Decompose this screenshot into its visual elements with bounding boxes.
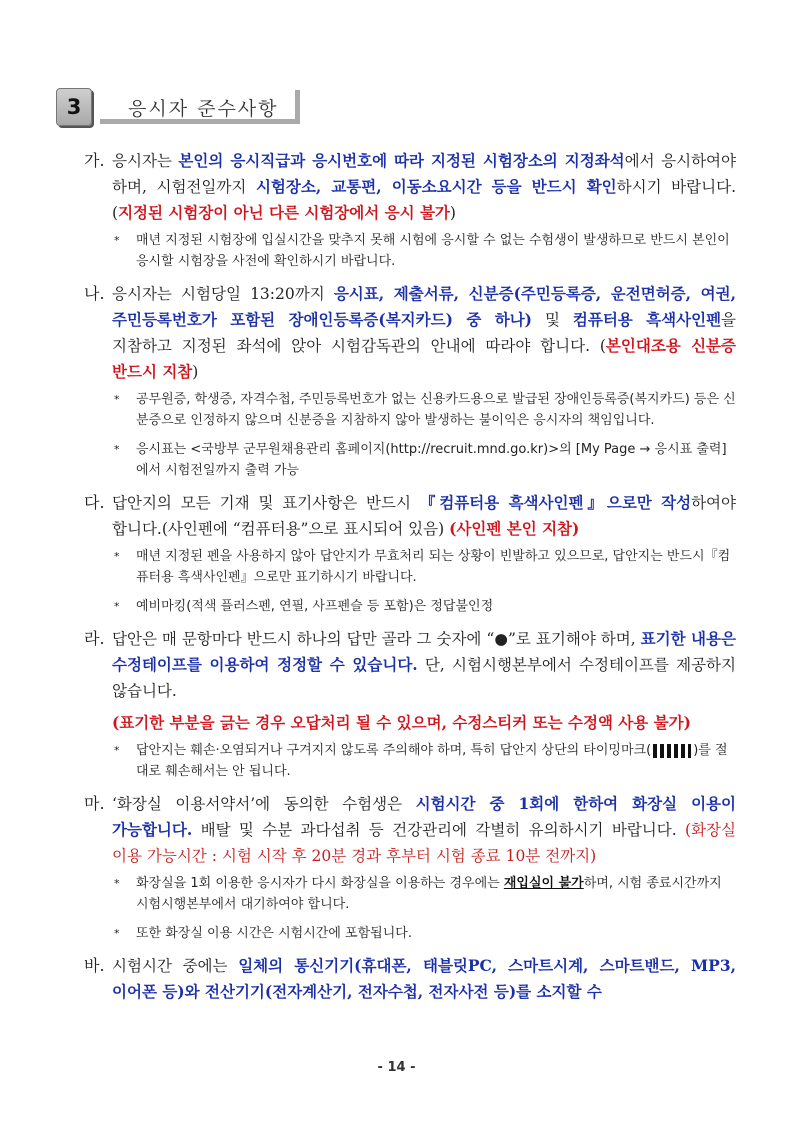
body-text: 공무원증, 학생증, 자격수첩, 주민등록번호가 없는 신용카드용으로 발급된 장애인등록증(복지카드) 등은 신분증으로 인정하지 않으며 신분증을 지참하지 않아 발생하는 불이익은 응시자의 책임입니다. [136, 392, 736, 428]
rule-item [84, 791, 736, 944]
rule-text [112, 281, 736, 385]
rules-list [84, 148, 736, 1014]
note-text [136, 923, 736, 944]
rule-text [112, 626, 736, 704]
note-text [136, 546, 736, 588]
note-text [136, 740, 736, 782]
body-text: 또한 화장실 이용 시간은 시험시간에 포함됩니다. [136, 926, 412, 941]
rule-marker: 라. [84, 629, 105, 648]
rule-item [84, 626, 736, 782]
body-text: )를 절대로 훼손해서는 안 됩니다. [136, 743, 728, 779]
body-text: 을 지참하고 지정된 좌석에 앉아 시험감독관의 안내에 따라야 합니다. ( [112, 311, 737, 355]
note-marker: * [114, 744, 120, 757]
warning-text: (표기한 부분을 긁는 경우 오답처리 될 수 있으며, 수정스티커 또는 수정액 사용 불가) [112, 713, 691, 732]
emphasis-text: 컴퓨터용 흑색사인펜 [572, 310, 722, 329]
rule-item [84, 148, 736, 272]
note-item [114, 389, 736, 431]
emphasis-text: 본인대조용 신분증 반드시 지참 [112, 336, 736, 381]
note-marker: * [114, 234, 120, 247]
note-item [114, 546, 736, 588]
rule-item [84, 281, 736, 481]
emphasis-text: 지정된 시험장이 아닌 다른 시험장에서 응시 불가 [118, 203, 450, 222]
rule-item [84, 953, 736, 1005]
note-list [114, 230, 736, 272]
section-title: 응시자 준수사항 [128, 98, 279, 120]
body-text: 응시표는 <국방부 군무원채용관리 홈페이지(http://recruit.mnd.go.kr)>의 [My Page → 응시표 출력]에서 시험전일까지 출력 가능 [136, 442, 727, 478]
emphasis-text: 시험시간 중 1회에 한하여 화장실 이용이 가능합니다. [112, 794, 736, 839]
body-text: ‘화장실 이용서약서’에 동의한 수험생은 [112, 795, 416, 813]
rule-marker: 바. [84, 956, 105, 975]
section-number: 3 [56, 88, 92, 126]
body-text: 하여야 합니다.(사인펜에 “컴퓨터용”으로 표시되어 있음) [112, 494, 736, 538]
note-list [114, 389, 736, 481]
note-item [114, 596, 736, 617]
rule-item [84, 490, 736, 617]
body-text: ) [192, 363, 199, 381]
note-item [114, 923, 736, 944]
body-text: 매년 지정된 펜을 사용하지 않아 답안지가 무효처리 되는 상황이 빈발하고 있으므로, 답안지는 반드시『컴퓨터용 흑색사인펜』으로만 표기하시기 바랍니다. [136, 549, 731, 585]
rule-text [112, 148, 736, 226]
rule-marker: 나. [84, 284, 105, 303]
note-text [136, 439, 736, 481]
body-text: 하시기 바랍니다. ( [112, 178, 736, 222]
rule-marker: 가. [84, 151, 105, 170]
timing-mark-icon [653, 744, 691, 758]
body-text: 응시자는 [112, 152, 179, 170]
rule-text [112, 953, 736, 1005]
section-header [56, 86, 306, 130]
note-text [136, 873, 736, 915]
body-text: 답안은 매 문항마다 반드시 하나의 답만 골라 그 숫자에 “●”로 표기해야 하며, [112, 630, 641, 648]
emphasis-text: 응시표, 제출서류, 신분증(주민등록증, 운전면허증, 여권, 주민등록번호가 포함된 장애인등록증(복지카드) 중 하나) [112, 284, 736, 329]
note-list [114, 873, 736, 944]
note-marker: * [114, 443, 120, 456]
emphasis-text: 재입실이 불가 [503, 876, 584, 891]
note-item [114, 740, 736, 782]
body-text: 답안지는 훼손·오염되거나 구겨지지 않도록 주의해야 하며, 특히 답안지 상단의 타이밍마크( [136, 743, 652, 758]
rule-text [112, 490, 736, 542]
body-text: 단, 시험시행본부에서 수정테이프를 제공하지 않습니다. [112, 656, 736, 700]
body-text: 에서 응시하여야 하며, 시험전일까지 [112, 152, 736, 196]
note-marker: * [114, 600, 120, 613]
note-item [114, 873, 736, 915]
body-text: 화장실을 1회 이용한 응시자가 다시 화장실을 이용하는 경우에는 [136, 876, 504, 891]
page-number: - 14 - [377, 1060, 416, 1075]
emphasis-text: 『컴퓨터용 흑색사인펜』으로만 작성 [419, 493, 692, 512]
note-marker: * [114, 550, 120, 563]
note-marker: * [114, 393, 120, 406]
body-text: 예비마킹(적색 플러스펜, 연필, 사프펜슬 등 포함)은 정답불인정 [136, 599, 494, 614]
body-text: 하며, 시험 종료시간까지 시험시행본부에서 대기하여야 합니다. [136, 876, 722, 912]
rule-text [112, 791, 736, 869]
emphasis-text: 일체의 통신기기(휴대폰, 태블릿PC, 스마트시계, 스마트밴드, MP3, 이어폰 등)와 전산기기(전자계산기, 전자수첩, 전자사전 등)를 소지할 수 [112, 956, 737, 1001]
section-title-box [100, 90, 300, 124]
note-list [114, 546, 736, 617]
emphasis-text: 본인의 응시직급과 응시번호에 따라 지정된 시험장소의 지정좌석 [178, 151, 625, 170]
rule-marker: 다. [84, 493, 105, 512]
note-text [136, 596, 736, 617]
emphasis-text: (사인펜 본인 지참) [449, 519, 580, 538]
body-text: 배탈 및 수분 과다섭취 등 건강관리에 각별히 유의하시기 바랍니다. [192, 821, 686, 839]
note-list [114, 740, 736, 782]
body-text: 매년 지정된 시험장에 입실시간을 맞추지 못해 시험에 응시할 수 없는 수험생이 발생하므로 반드시 본인이 응시할 시험장을 사전에 확인하시기 바랍니다. [136, 233, 730, 269]
body-text: ) [449, 204, 456, 222]
rule-marker: 마. [84, 794, 105, 813]
emphasis-text: (화장실 이용 가능시간 : 시험 시작 후 20분 경과 후부터 시험 종료 10분 전까지) [112, 821, 736, 865]
note-text [136, 230, 736, 272]
note-marker: * [114, 877, 120, 890]
note-marker: * [114, 927, 120, 940]
body-text: 답안지의 모든 기재 및 표기사항은 반드시 [112, 494, 420, 512]
body-text: 응시자는 시험당일 13:20까지 [112, 285, 334, 303]
body-text: 시험시간 중에는 [112, 957, 239, 975]
emphasis-text: 표기한 내용은 수정테이프를 이용하여 정정할 수 있습니다. [112, 629, 736, 674]
note-item [114, 439, 736, 481]
body-text: 및 [532, 311, 573, 329]
note-item [114, 230, 736, 272]
note-text [136, 389, 736, 431]
emphasis-text: 시험장소, 교통편, 이동소요시간 등을 반드시 확인 [255, 177, 617, 196]
